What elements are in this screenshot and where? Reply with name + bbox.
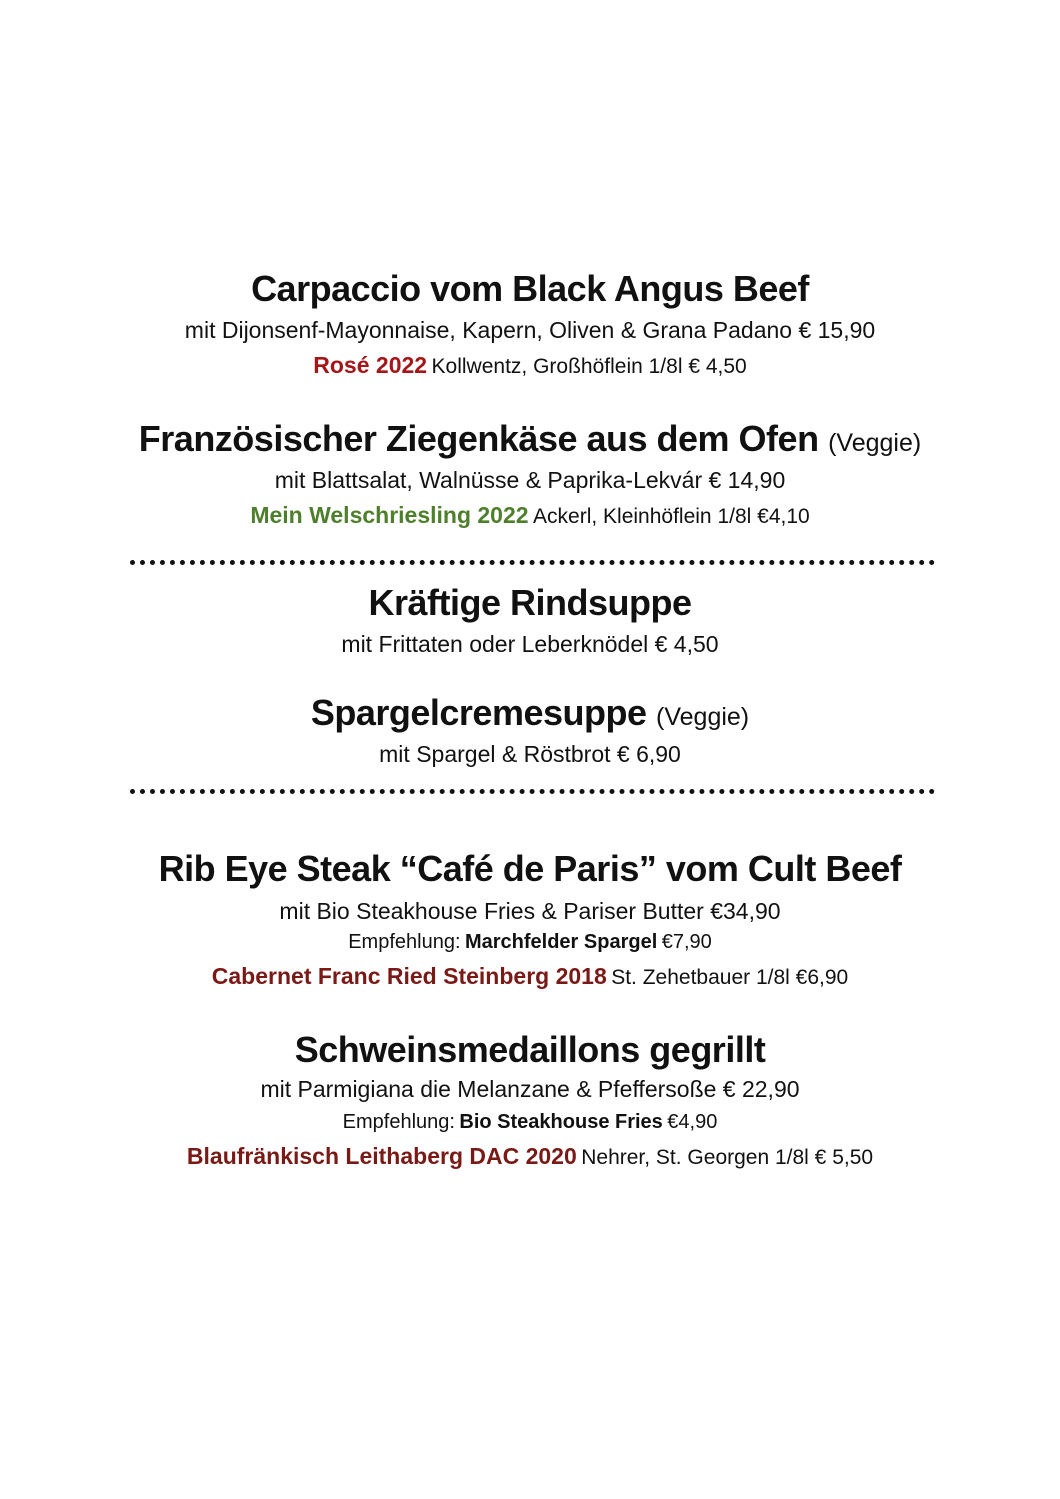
recommendation-name: Bio Steakhouse Fries: [459, 1111, 663, 1133]
wine-name: Mein Welschriesling 2022: [250, 502, 529, 528]
wine-details: Kollwentz, Großhöflein 1/8l € 4,50: [431, 355, 747, 378]
dish-title-schweinsmedaillons: [0, 1029, 1060, 1071]
dish-title-text: Spargelcremesuppe: [310, 692, 647, 733]
wine-details: St. Zehetbauer 1/8l €6,90: [611, 966, 849, 989]
section-divider-2: [130, 789, 935, 794]
dish-title-rib-eye: [0, 848, 1060, 890]
wine-name: Blaufränkisch Leithaberg DAC 2020: [186, 1143, 577, 1169]
dish-title-text: Französischer Ziegenkäse aus dem Ofen: [138, 418, 819, 459]
wine-pairing-carpaccio: [0, 352, 1060, 379]
wine-details: Nehrer, St. Georgen 1/8l € 5,50: [581, 1146, 874, 1169]
veggie-tag: (Veggie): [828, 429, 922, 457]
dish-description-ziegenkaese: mit Blattsalat, Walnüsse & Paprika-Lekvár € 14,90: [274, 467, 786, 493]
section-divider-1: [130, 560, 935, 565]
recommendation-rib-eye: [0, 931, 1060, 954]
dish-description-rib-eye: mit Bio Steakhouse Fries & Pariser Butter €34,90: [279, 898, 781, 924]
dish-description-carpaccio: mit Dijonsenf-Mayonnaise, Kapern, Oliven & Grana Padano € 15,90: [184, 317, 876, 343]
recommendation-schweinsmedaillons: [0, 1111, 1060, 1134]
recommendation-label: Empfehlung:: [342, 1111, 455, 1133]
wine-name: Cabernet Franc Ried Steinberg 2018: [211, 963, 607, 989]
dish-title-rindsuppe: [0, 582, 1060, 624]
wine-pairing-rib-eye: [0, 963, 1060, 990]
recommendation-label: Empfehlung:: [348, 931, 461, 953]
recommendation-price: €4,90: [667, 1111, 718, 1133]
dish-title-text: Schweinsmedaillons gegrillt: [294, 1029, 766, 1070]
dish-title-carpaccio: [0, 268, 1060, 310]
dish-description-schweinsmedaillons: mit Parmigiana die Melanzane & Pfeffersoße € 22,90: [260, 1076, 800, 1102]
dish-description-spargelcremesuppe: mit Spargel & Röstbrot € 6,90: [379, 741, 681, 767]
dish-title-ziegenkaese: [0, 418, 1060, 460]
veggie-tag: (Veggie): [656, 703, 750, 731]
dish-title-text: Rib Eye Steak “Café de Paris” vom Cult Beef: [158, 848, 902, 889]
dish-title-spargelcremesuppe: [0, 692, 1060, 734]
wine-name: Rosé 2022: [313, 352, 428, 378]
wine-pairing-schweinsmedaillons: [0, 1143, 1060, 1170]
recommendation-name: Marchfelder Spargel: [464, 931, 658, 953]
dish-title-text: Kräftige Rindsuppe: [368, 582, 692, 623]
dish-description-rindsuppe: mit Frittaten oder Leberknödel € 4,50: [341, 631, 719, 657]
dish-title-text: Carpaccio vom Black Angus Beef: [251, 268, 809, 309]
wine-pairing-ziegenkaese: [0, 502, 1060, 529]
recommendation-price: €7,90: [661, 931, 712, 953]
wine-details: Ackerl, Kleinhöflein 1/8l €4,10: [533, 505, 810, 528]
